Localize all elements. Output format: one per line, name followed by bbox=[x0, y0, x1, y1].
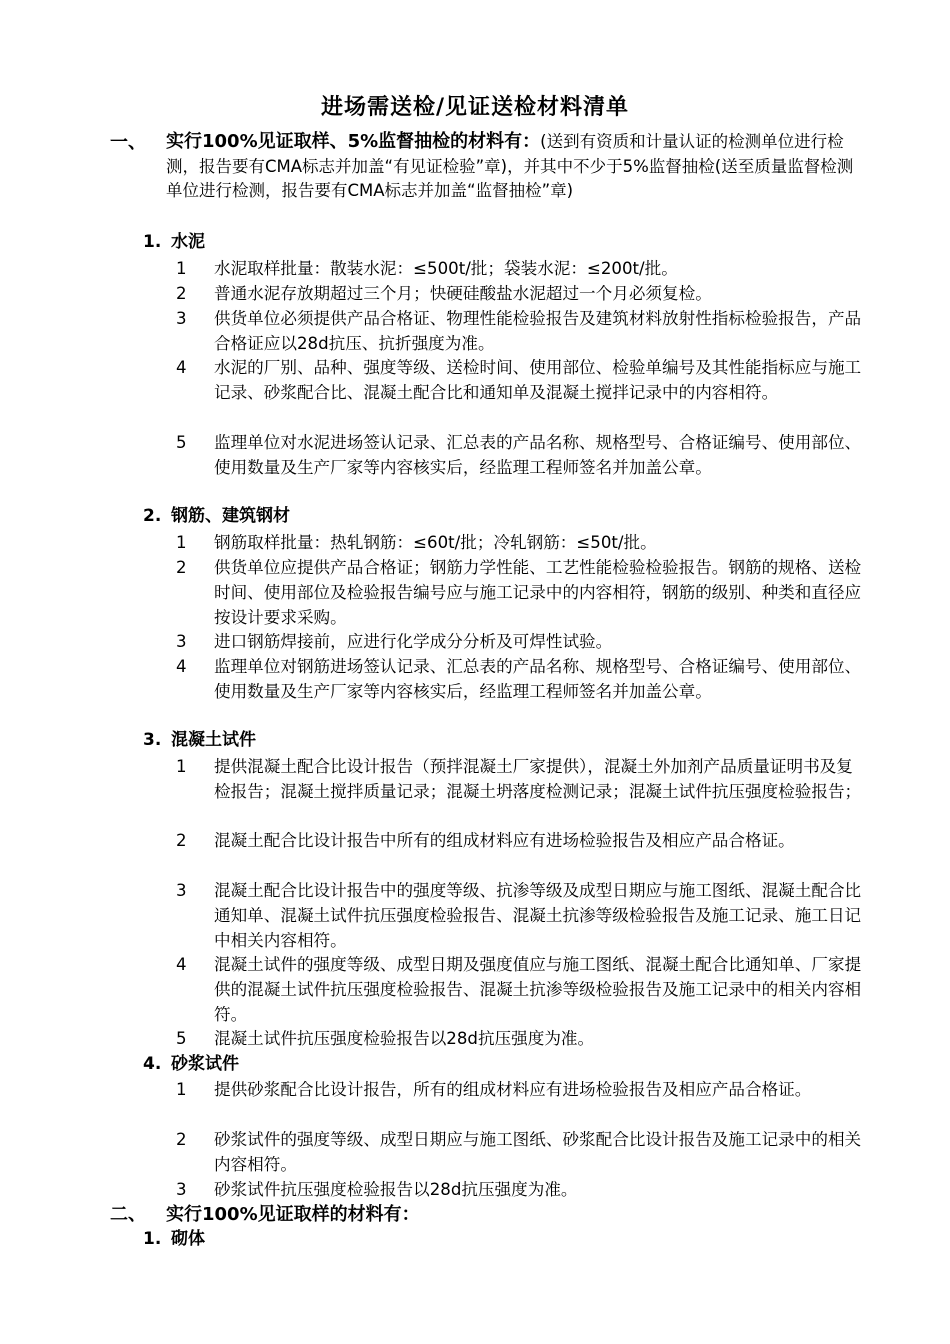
item-text: 进口钢筋焊接前，应进行化学成分分析及可焊性试验。 bbox=[214, 632, 613, 651]
subsection-concrete-heading bbox=[143, 728, 256, 752]
item-number: 3 bbox=[176, 881, 187, 900]
subsection-number: 1. bbox=[143, 232, 162, 252]
item-number: 3 bbox=[176, 1180, 187, 1199]
item-text: 供货单位应提供产品合格证；钢筋力学性能、工艺性能检验检验报告。钢筋的规格、送检时间、使用部位及检验报告编号应与施工记录中的内容相符，钢筋的级别、种类和直径应按设计要求采购。 bbox=[214, 558, 862, 627]
item-text: 钢筋取样批量：热轧钢筋：≤60t/批；冷轧钢筋：≤50t/批。 bbox=[214, 533, 657, 552]
subsection-title: 钢筋、建筑钢材 bbox=[171, 506, 290, 526]
item-number: 2 bbox=[176, 558, 187, 577]
item-text: 提供砂浆配合比设计报告，所有的组成材料应有进场检验报告及相应产品合格证。 bbox=[214, 1080, 812, 1099]
item-text: 混凝土配合比设计报告中的强度等级、抗渗等级及成型日期应与施工图纸、混凝土配合比通知单、混凝土试件抗压强度检验报告、混凝土抗渗等级检验报告及施工记录、施工日记中相关内容相符。 bbox=[214, 881, 862, 950]
subsection-steel-heading bbox=[143, 504, 290, 528]
item-number: 3 bbox=[176, 309, 187, 328]
item-text: 供货单位必须提供产品合格证、物理性能检验报告及建筑材料放射性指标检验报告，产品合格证应以28d抗压、抗折强度为准。 bbox=[214, 309, 862, 353]
subsection-number: 1. bbox=[143, 1229, 162, 1249]
item-number: 1 bbox=[176, 757, 187, 776]
item-text: 监理单位对水泥进场签认记录、汇总表的产品名称、规格型号、合格证编号、使用部位、使用数量及生产厂家等内容核实后，经监理工程师签名并加盖公章。 bbox=[214, 433, 862, 477]
subsection-cement-heading bbox=[143, 230, 205, 254]
item-text: 混凝土试件的强度等级、成型日期及强度值应与施工图纸、混凝土配合比通知单、厂家提供的混凝土试件抗压强度检验报告、混凝土抗渗等级检验报告及施工记录中的相关内容相符。 bbox=[214, 955, 862, 1024]
item-number: 4 bbox=[176, 657, 187, 676]
item-number: 2 bbox=[176, 831, 187, 850]
item-text: 混凝土配合比设计报告中所有的组成材料应有进场检验报告及相应产品合格证。 bbox=[214, 831, 795, 850]
section-1-desc-text: (送到有资质和计量认证的检测单位进行检测，报告要有CMA标志并加盖“有见证检验”章)，并其中不少于5%监督抽检(送至质量监督检测单位进行检测，报告要有CMA标志并加盖“监督抽检”章) bbox=[166, 132, 854, 201]
subsection-masonry-heading bbox=[143, 1227, 205, 1251]
item-number: 1 bbox=[176, 1080, 187, 1099]
item-text: 混凝土试件抗压强度检验报告以28d抗压强度为准。 bbox=[214, 1029, 595, 1048]
item-number: 4 bbox=[176, 358, 187, 377]
subsection-title: 砌体 bbox=[171, 1229, 205, 1249]
item-number: 4 bbox=[176, 955, 187, 974]
item-text: 砂浆试件抗压强度检验报告以28d抗压强度为准。 bbox=[214, 1180, 578, 1199]
item-number: 3 bbox=[176, 632, 187, 651]
item-text: 监理单位对钢筋进场签认记录、汇总表的产品名称、规格型号、合格证编号、使用部位、使用数量及生产厂家等内容核实后，经监理工程师签名并加盖公章。 bbox=[214, 657, 862, 701]
section-2-number: 二、 bbox=[110, 1204, 146, 1225]
subsection-mortar-heading bbox=[143, 1052, 239, 1076]
subsection-title: 水泥 bbox=[171, 232, 205, 252]
item-number: 2 bbox=[176, 284, 187, 303]
section-1-description bbox=[166, 130, 866, 204]
item-number: 1 bbox=[176, 259, 187, 278]
item-text: 提供混凝土配合比设计报告（预拌混凝土厂家提供），混凝土外加剂产品质量证明书及复检报告；混凝土搅拌质量记录；混凝土坍落度检测记录；混凝土试件抗压强度检验报告； bbox=[214, 757, 862, 801]
item-number: 5 bbox=[176, 1029, 187, 1048]
subsection-title: 混凝土试件 bbox=[171, 730, 256, 750]
subsection-title: 砂浆试件 bbox=[171, 1054, 239, 1074]
item-text: 水泥取样批量：散装水泥：≤500t/批；袋装水泥：≤200t/批。 bbox=[214, 259, 678, 278]
item-number: 2 bbox=[176, 1130, 187, 1149]
item-text: 水泥的厂别、品种、强度等级、送检时间、使用部位、检验单编号及其性能指标应与施工记录、砂浆配合比、混凝土配合比和通知单及混凝土搅拌记录中的内容相符。 bbox=[214, 358, 862, 402]
item-text: 普通水泥存放期超过三个月；快硬硅酸盐水泥超过一个月必须复检。 bbox=[214, 284, 712, 303]
item-text: 砂浆试件的强度等级、成型日期应与施工图纸、砂浆配合比设计报告及施工记录中的相关内容相符。 bbox=[214, 1130, 862, 1174]
section-2-lead: 实行100%见证取样的材料有： bbox=[166, 1204, 420, 1225]
subsection-number: 2. bbox=[143, 506, 162, 526]
document-title: 进场需送检/见证送检材料清单 bbox=[320, 95, 630, 120]
subsection-number: 3. bbox=[143, 730, 162, 750]
section-1-lead: 实行100%见证取样、5%监督抽检的材料有： bbox=[166, 131, 541, 152]
item-number: 1 bbox=[176, 533, 187, 552]
item-number: 5 bbox=[176, 433, 187, 452]
section-1-number: 一、 bbox=[110, 132, 146, 153]
subsection-number: 4. bbox=[143, 1054, 162, 1074]
